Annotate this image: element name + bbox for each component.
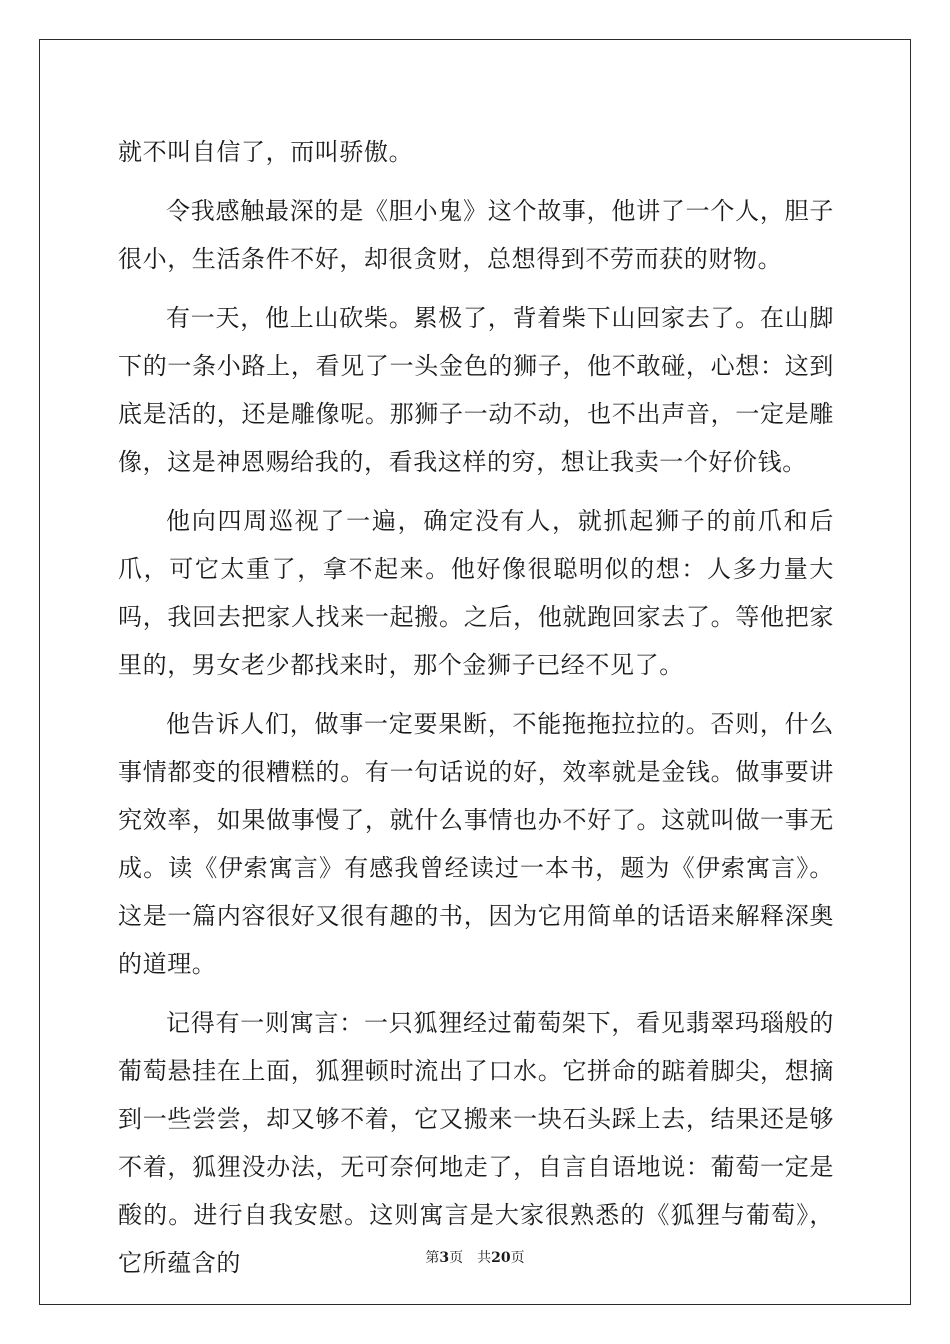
page-footer xyxy=(0,1247,950,1267)
total-pages: 20 xyxy=(491,1250,511,1266)
total-prefix: 共 xyxy=(477,1250,492,1266)
paragraph: 他告诉人们，做事一定要果断，不能拖拖拉拉的。否则，什么事情都变的很糟糕的。有一句话说的好，效率就是金钱。做事要讲究效率，如果做事慢了，就什么事情也办不好了。这就叫做一事无成。读《伊索寓言》有感我曾经读过一本书，题为《伊索寓言》。这是一篇内容很好又很有趣的书，因为它用简单的话语来解释深奥的道理。 xyxy=(118,710,834,978)
paragraph: 他向四周巡视了一遍，确定没有人，就抓起狮子的前爪和后爪，可它太重了，拿不起来。他好像很聪明似的想：人多力量大吗，我回去把家人找来一起搬。之后，他就跑回家去了。等他把家里的，男女老少都找来时，那个金狮子已经不见了。 xyxy=(118,507,834,679)
total-suffix: 页 xyxy=(510,1250,525,1266)
paragraph: 有一天，他上山砍柴。累极了，背着柴下山回家去了。在山脚下的一条小路上，看见了一头金色的狮子，他不敢碰，心想：这到底是活的，还是雕像呢。那狮子一动不动，也不出声音，一定是雕像，这是神恩赐给我的，看我这样的穷，想让我卖一个好价钱。 xyxy=(118,304,834,476)
page-suffix: 页 xyxy=(449,1250,464,1266)
page-number: 3 xyxy=(439,1250,450,1266)
paragraph: 令我感触最深的是《胆小鬼》这个故事，他讲了一个人，胆子很小，生活条件不好，却很贪财，总想得到不劳而获的财物。 xyxy=(118,197,834,273)
paragraph-continuation: 就不叫自信了，而叫骄傲。 xyxy=(118,138,414,166)
paragraph: 记得有一则寓言：一只狐狸经过葡萄架下，看见翡翠玛瑙般的葡萄悬挂在上面，狐狸顿时流出了口水。它拼命的踮着脚尖，想摘到一些尝尝，却又够不着，它又搬来一块石头踩上去，结果还是够不着，狐狸没办法，无可奈何地走了，自言自语地说：葡萄一定是酸的。进行自我安慰。这则寓言是大家很熟悉的《狐狸与葡萄》，它所蕴含的 xyxy=(118,1009,834,1277)
document-body xyxy=(118,128,834,1298)
page-prefix: 第 xyxy=(425,1250,440,1266)
